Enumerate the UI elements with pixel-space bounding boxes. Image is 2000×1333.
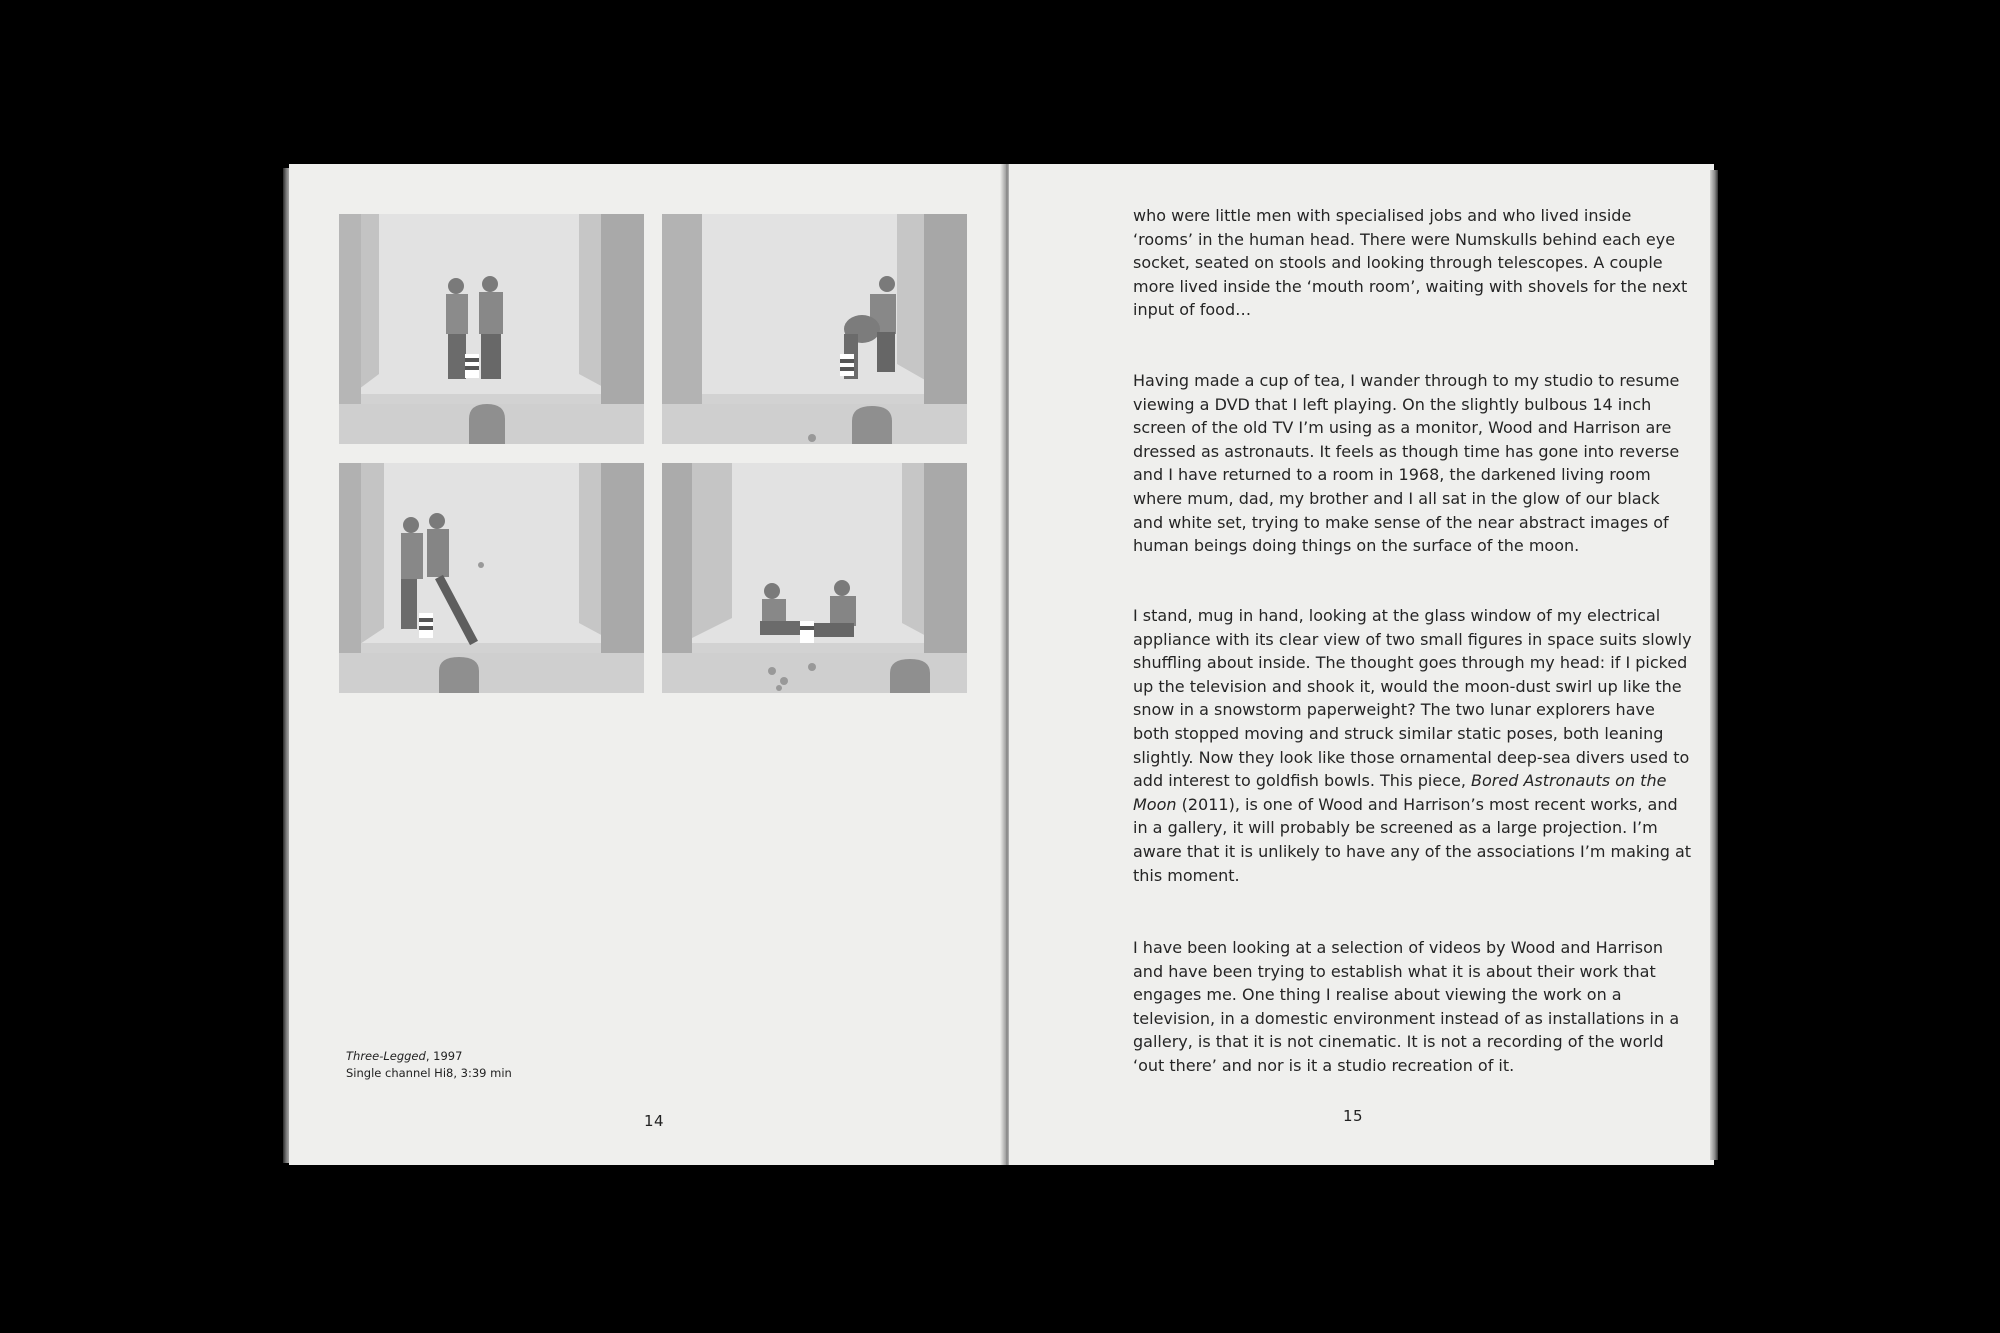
open-booklet [283,164,1718,1165]
body-paragraph-1: who were little men with specialised jobs and who lived inside ‘rooms’ in the human head. There were Numskulls behind each eye socket, seated on stools and looking through telescopes. A couple more lived inside the ‘mouth room’, waiting with shovels for the next input of food… [1133,206,1688,320]
paragraph-3-text-before: I stand, mug in hand, looking at the glass window of my electrical appliance with its clear view of two small figures in space suits slowly shuffling about inside. The thought goes through my head: if I picked up the television and shook it, would the moon-dust swirl up like the snow in a snowstorm paperweight? The two lunar explorers have both stopped moving and struck similar static poses, both leaning slightly. Now they look like those ornamental deep-sea divers used to add interest to goldfish bowls. This piece, [1133,606,1692,791]
photo-caption [346,1048,512,1082]
page-number-left: 14 [644,1112,665,1130]
caption-title: Three-Legged [346,1049,426,1063]
caption-year: , 1997 [425,1049,463,1063]
video-still-3 [339,463,644,693]
right-page [1009,164,1714,1165]
body-paragraph-2: Having made a cup of tea, I wander through to my studio to resume viewing a DVD that I left playing. On the slightly bulbous 14 inch screen of the old TV I’m using as a monitor, Wood and Harrison are dressed as astronauts. It feels as though time has gone into reverse and I have returned to a room in 1968, the darkened living room where mum, dad, my brother and I all sat in the glow of our black and white set, trying to make sense of the near abstract images of human beings doing things on the surface of the moon. [1133,371,1680,556]
page-number-right: 15 [1343,1107,1364,1125]
caption-medium: Single channel Hi8, 3:39 min [346,1066,512,1080]
video-still-2-image [662,214,967,444]
body-paragraph-3 [1133,604,1693,887]
body-paragraph-4: I have been looking at a selection of videos by Wood and Harrison and have been trying to establish what it is about their work that engages me. One thing I realise about viewing the work on a television, in a domestic environment instead of as installations in a gallery, is that it is not cinematic. It is not a recording of the world ‘out there’ and nor is it a studio recreation of it. [1133,938,1680,1075]
video-still-2 [662,214,967,444]
artwork-title: Bored Astronauts on the Moon [1133,771,1667,814]
video-still-1 [339,214,644,444]
booklet-right-edge [1710,170,1718,1160]
video-still-1-image [339,214,644,444]
video-still-3-image [339,463,644,693]
video-still-4 [662,463,967,693]
video-still-4-image [662,463,967,693]
left-page [289,164,1005,1165]
paragraph-3-text-after: (2011), is one of Wood and Harrison’s most recent works, and in a gallery, it will probably be screened as a large projection. I’m aware that it is unlikely to have any of the associations I’m making at this moment. [1133,794,1692,885]
